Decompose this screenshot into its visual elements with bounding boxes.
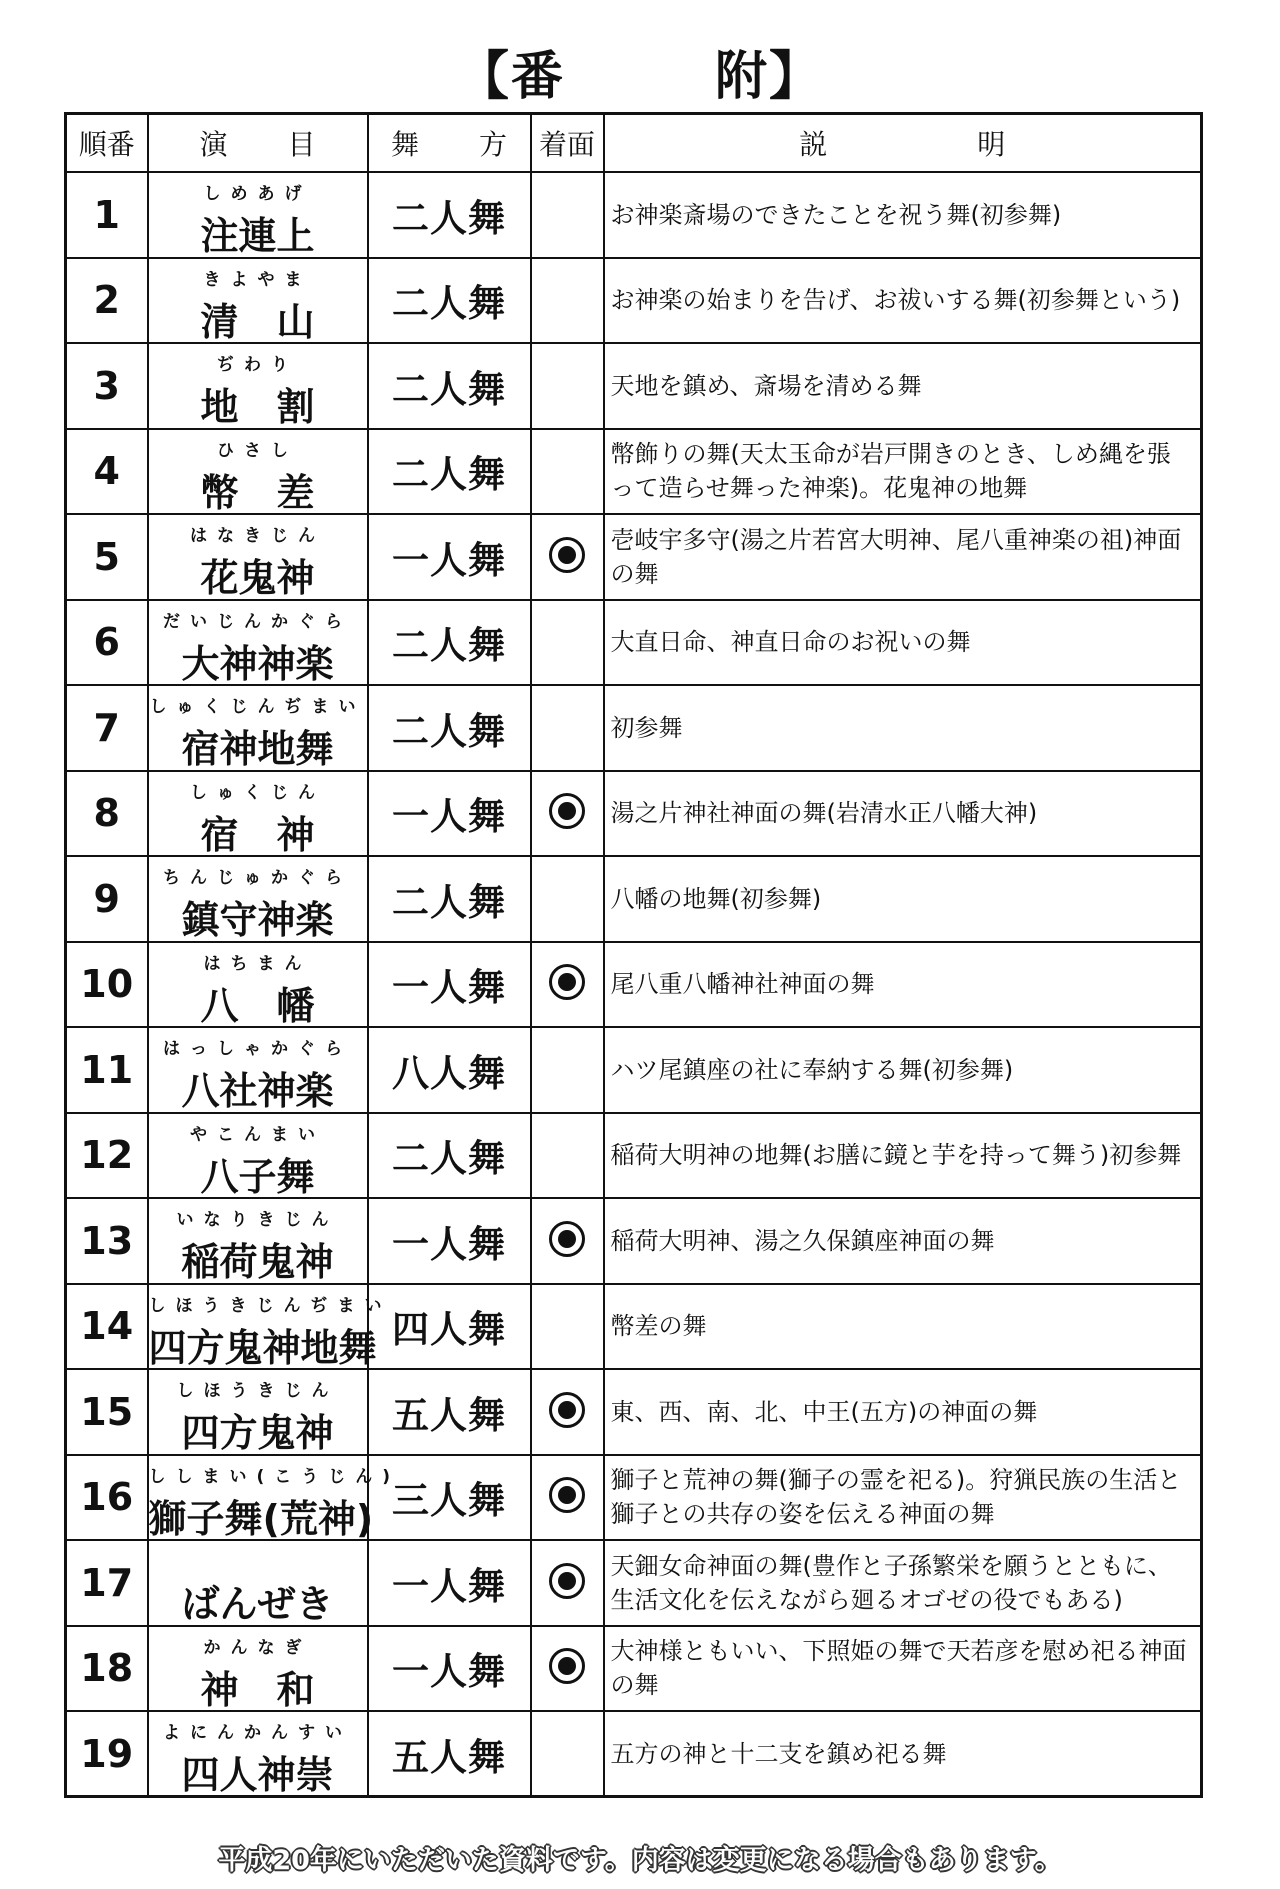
mask-circle-icon (549, 1221, 585, 1257)
program-name: 八幡 (200, 983, 353, 1028)
description-cell (604, 1455, 1202, 1541)
program-ruby: はちまん (203, 953, 312, 974)
description-text: 五方の神と十二支を鎮め祀る舞 (610, 1739, 947, 1768)
header-program: 演 目 (148, 114, 368, 173)
program-name: 清山 (200, 299, 353, 344)
row-number: 9 (66, 856, 148, 942)
row-number: 2 (66, 258, 148, 344)
row-number: 19 (66, 1711, 148, 1797)
program-name-cell (148, 600, 368, 686)
description-text: 大神様ともいい、下照姫の舞で天若彦を慰め祀る神面の舞 (610, 1637, 1187, 1700)
dance-style: 五人舞 (368, 1369, 531, 1455)
page-title (0, 34, 1280, 109)
row-number: 4 (66, 429, 148, 515)
description-text: 幣飾りの舞(天太玉命が岩戸開きのとき、しめ縄を張って造らせ舞った神楽)。花鬼神の地舞 (610, 440, 1171, 503)
table-row (66, 1113, 1202, 1199)
program-name-cell (148, 343, 368, 429)
mask-cell (531, 1284, 604, 1370)
program-ruby: しゅくじん (190, 782, 325, 803)
program-name: 四方鬼神地舞 (148, 1325, 377, 1370)
program-ruby: よにんかんすい (163, 1723, 352, 1743)
description-cell (604, 856, 1202, 942)
program-ruby: はなきじん (190, 526, 325, 546)
row-number: 8 (66, 771, 148, 857)
table-row (66, 1711, 1202, 1797)
table-row (66, 856, 1202, 942)
description-text: 湯之片神社神面の舞(岩清水正八幡大神) (610, 799, 1038, 828)
table-row (66, 1455, 1202, 1541)
program-name-cell (148, 1027, 368, 1113)
program-name: 宿神 (200, 812, 353, 857)
title-right: 附】 (715, 47, 824, 107)
row-number: 3 (66, 343, 148, 429)
row-number: 10 (66, 942, 148, 1028)
mask-cell (531, 1455, 604, 1541)
description-text: 天鈿女命神面の舞(豊作と子孫繁栄を願うとともに、生活文化を伝えながら廻るオゴゼの役でもある) (610, 1551, 1172, 1614)
program-ruby: しゅくじんぢまい (149, 697, 366, 717)
header-dance: 舞 方 (368, 114, 531, 173)
description-text: 獅子と荒神の舞(獅子の霊を祀る)。狩猟民族の生活と獅子との共存の姿を伝える神面の舞 (610, 1466, 1182, 1529)
description-text: お神楽の始まりを告げ、お祓いする舞(初参舞という) (610, 286, 1181, 315)
mask-circle-icon (549, 793, 585, 829)
description-text: 稲荷大明神、湯之久保鎮座神面の舞 (610, 1226, 995, 1255)
program-ruby: いなりきじん (176, 1210, 339, 1230)
program-name-cell (148, 942, 368, 1028)
program-ruby: しめあげ (203, 184, 312, 204)
dance-style: 二人舞 (368, 856, 531, 942)
description-cell (604, 514, 1202, 600)
description-cell (604, 1626, 1202, 1712)
description-text: ハツ尾鎮座の社に奉納する舞(初参舞) (610, 1055, 1014, 1084)
row-number: 16 (66, 1455, 148, 1541)
program-name-cell (148, 1540, 368, 1626)
table-row (66, 429, 1202, 515)
program-name-cell (148, 172, 368, 258)
mask-cell (531, 600, 604, 686)
program-ruby: しほうきじんぢまい (148, 1295, 392, 1316)
description-text: 初参舞 (610, 713, 683, 742)
table-row (66, 942, 1202, 1028)
program-name-cell (148, 429, 368, 515)
program-ruby: ひさし (217, 440, 298, 461)
dance-style: 八人舞 (368, 1027, 531, 1113)
program-name-cell (148, 514, 368, 600)
table-row (66, 1369, 1202, 1455)
mask-cell (531, 942, 604, 1028)
header-description: 説 明 (604, 114, 1202, 173)
table-row (66, 172, 1202, 258)
table-row (66, 258, 1202, 344)
dance-style: 五人舞 (368, 1711, 531, 1797)
table-row (66, 771, 1202, 857)
dance-style: 二人舞 (368, 1113, 531, 1199)
mask-cell (531, 1540, 604, 1626)
description-cell (604, 343, 1202, 429)
row-number: 17 (66, 1540, 148, 1626)
title-left: 【番 (456, 47, 565, 107)
description-cell (604, 1540, 1202, 1626)
mask-cell (531, 1369, 604, 1455)
dance-style: 二人舞 (368, 685, 531, 771)
mask-cell (531, 343, 604, 429)
dance-style: 二人舞 (368, 172, 531, 258)
program-ruby: ししまい(こうじん) (148, 1466, 401, 1487)
description-text: 大直日命、神直日命のお祝いの舞 (610, 628, 971, 657)
description-cell (604, 1027, 1202, 1113)
program-name-cell (148, 685, 368, 771)
dance-style: 四人舞 (368, 1284, 531, 1370)
program-name: 神和 (200, 1667, 353, 1712)
table-row (66, 343, 1202, 429)
description-cell (604, 1284, 1202, 1370)
description-text: 尾八重八幡神社神面の舞 (610, 970, 875, 999)
row-number: 15 (66, 1369, 148, 1455)
description-cell (604, 258, 1202, 344)
dance-style: 二人舞 (368, 600, 531, 686)
dance-style: 一人舞 (368, 1626, 531, 1712)
row-number: 14 (66, 1284, 148, 1370)
program-name-cell (148, 258, 368, 344)
program-name: 八子舞 (200, 1154, 315, 1199)
description-cell (604, 172, 1202, 258)
dance-style: 二人舞 (368, 343, 531, 429)
description-cell (604, 600, 1202, 686)
dance-style: 二人舞 (368, 429, 531, 515)
description-cell (604, 1113, 1202, 1199)
mask-circle-icon (549, 1477, 585, 1513)
mask-cell (531, 1198, 604, 1284)
dance-style: 一人舞 (368, 1198, 531, 1284)
description-text: 八幡の地舞(初参舞) (610, 884, 822, 913)
dance-style: 二人舞 (368, 258, 531, 344)
mask-cell (531, 172, 604, 258)
program-name: 四人神崇 (181, 1753, 334, 1797)
description-cell (604, 1369, 1202, 1455)
program-ruby: ちんじゅかぐら (163, 868, 352, 888)
table-row (66, 1198, 1202, 1284)
mask-cell (531, 429, 604, 515)
mask-cell (531, 771, 604, 857)
description-cell (604, 429, 1202, 515)
table-row (66, 1027, 1202, 1113)
program-name-cell (148, 1198, 368, 1284)
program-name-cell (148, 1369, 368, 1455)
description-text: 天地を鎮め、斎場を清める舞 (610, 371, 922, 400)
description-cell (604, 771, 1202, 857)
row-number: 12 (66, 1113, 148, 1199)
table-row (66, 514, 1202, 600)
row-number: 18 (66, 1626, 148, 1712)
program-name: 大神神楽 (181, 641, 334, 686)
table-row (66, 685, 1202, 771)
program-ruby: はっしゃかぐら (163, 1039, 352, 1059)
mask-cell (531, 1626, 604, 1712)
mask-circle-icon (549, 964, 585, 1000)
table-row (66, 1284, 1202, 1370)
program-name: 稲荷鬼神 (181, 1240, 334, 1284)
dance-style: 一人舞 (368, 771, 531, 857)
program-ruby: きよやま (203, 269, 312, 290)
row-number: 11 (66, 1027, 148, 1113)
header-order: 順番 (66, 114, 148, 173)
program-name: 注連上 (200, 214, 315, 258)
program-name: 地割 (200, 385, 353, 429)
program-name-cell (148, 1626, 368, 1712)
description-text: 稲荷大明神の地舞(お膳に鏡と芋を持って舞う)初参舞 (610, 1141, 1182, 1170)
footer-note: 平成20年にいただいた資料です。内容は変更になる場合もあります。 (218, 1845, 1062, 1876)
program-ruby: だいじんかぐら (163, 611, 352, 632)
dance-style: 一人舞 (368, 1540, 531, 1626)
mask-cell (531, 685, 604, 771)
row-number: 5 (66, 514, 148, 600)
mask-cell (531, 856, 604, 942)
description-text: 東、西、南、北、中王(五方)の神面の舞 (610, 1397, 1038, 1426)
row-number: 13 (66, 1198, 148, 1284)
dance-style: 一人舞 (368, 942, 531, 1028)
mask-cell (531, 1711, 604, 1797)
mask-circle-icon (549, 1648, 585, 1684)
program-name: 花鬼神 (200, 556, 315, 600)
mask-circle-icon (549, 537, 585, 573)
program-ruby: ぢわり (217, 355, 298, 375)
program-ruby: やこんまい (190, 1124, 325, 1145)
description-cell (604, 1198, 1202, 1284)
program-name: 鎮守神楽 (181, 898, 334, 942)
program-name-cell (148, 856, 368, 942)
dance-style: 三人舞 (368, 1455, 531, 1541)
description-cell (604, 942, 1202, 1028)
dance-style: 一人舞 (368, 514, 531, 600)
mask-cell (531, 514, 604, 600)
mask-circle-icon (549, 1392, 585, 1428)
program-name-cell (148, 1455, 401, 1541)
program-name: 宿神地舞 (181, 727, 334, 771)
table-row (66, 1540, 1202, 1626)
mask-circle-icon (549, 1563, 585, 1599)
description-text: お神楽斎場のできたことを祝う舞(初参舞) (610, 200, 1062, 229)
program-name: ばんぜき (181, 1582, 334, 1626)
program-name: 幣差 (200, 470, 353, 515)
mask-cell (531, 1027, 604, 1113)
description-cell (604, 1711, 1202, 1797)
program-name-cell (148, 771, 368, 857)
table-row (66, 600, 1202, 686)
program-name-cell (148, 1113, 368, 1199)
table-row (66, 1626, 1202, 1712)
row-number: 6 (66, 600, 148, 686)
program-name: 四方鬼神 (181, 1411, 334, 1455)
program-name: 八社神楽 (181, 1069, 334, 1113)
table-header-row (66, 114, 1202, 173)
row-number: 1 (66, 172, 148, 258)
program-table (64, 112, 1203, 1798)
program-name: 獅子舞(荒神) (148, 1496, 374, 1541)
program-name-cell (148, 1284, 392, 1370)
description-text: 幣差の舞 (610, 1312, 707, 1341)
description-cell (604, 685, 1202, 771)
mask-cell (531, 1113, 604, 1199)
program-ruby: しほうきじん (176, 1381, 339, 1401)
program-ruby: かんなぎ (203, 1637, 312, 1658)
program-name-cell (148, 1711, 368, 1797)
description-text: 壱岐宇多守(湯之片若宮大明神、尾八重神楽の祖)神面の舞 (610, 525, 1182, 588)
row-number: 7 (66, 685, 148, 771)
header-mask: 着面 (531, 114, 604, 173)
mask-cell (531, 258, 604, 344)
